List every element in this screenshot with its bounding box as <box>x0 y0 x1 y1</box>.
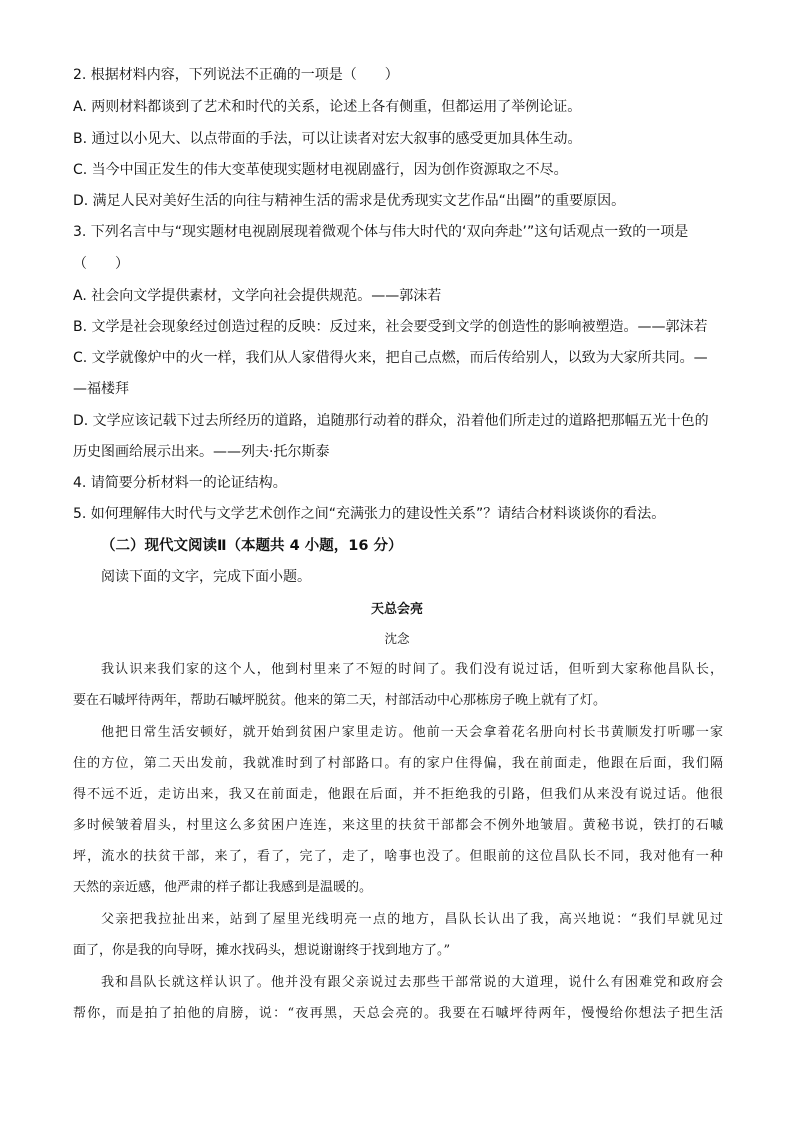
story-line: 多时候皱着眉头，村里这么多贫困户连连，来这里的扶贫干部都会不例外地皱眉。黄秘书说，铁打的石嘁 <box>73 818 723 833</box>
story-title: 天总会亮 <box>370 602 423 617</box>
question-2-option-b: B. 通过以小见大、以点带面的手法，可以让读者对宏大叙事的感受更加具体生动。 <box>73 131 582 147</box>
story-line: 天然的亲近感，他严肃的样子都让我感到是温暖的。 <box>73 880 373 895</box>
question-3-option-d-cont: 历史图画给展示出来。——列夫·托尔斯泰 <box>73 444 330 460</box>
story-line: 我和昌队长就这样认识了。他并没有跟父亲说过去那些干部常说的大道理，说什么有困难党和政府会 <box>101 975 723 990</box>
story-line: 父亲把我拉扯出来，站到了屋里光线明亮一点的地方，昌队长认出了我，高兴地说：“我们早就见过 <box>101 912 723 927</box>
question-3-option-c: C. 文学就像炉中的火一样，我们从人家借得火来，把自己点燃，而后传给别人，以致为大家所共同。— <box>73 350 708 366</box>
story-line: 帮你，而是拍了拍他的肩膀，说：“夜再黑，天总会亮的。我要在石嘁坪待两年，慢慢给你想法子把生活 <box>73 1006 723 1021</box>
question-3-option-c-cont: —福楼拜 <box>73 381 129 397</box>
story-line: 坪，流水的扶贫干部，来了，看了，完了，走了，啥事也没了。但眼前的这位昌队长不同，我对他有一种 <box>73 849 723 864</box>
question-3-option-d: D. 文学应该记载下过去所经历的道路，追随那行动着的群众，沿着他们所走过的道路把那幅五光十色的 <box>73 413 709 429</box>
story-line: 面了，你是我的向导呀，摊水找码头，想说谢谢终于找到地方了。” <box>73 943 451 958</box>
question-3-option-b: B. 文学是社会现象经过创造过程的反映：反过来，社会要受到文学的创造性的影响被塑造。——郭沫若 <box>73 319 708 335</box>
question-5: 5. 如何理解伟大时代与文学艺术创作之间“充满张力的建设性关系”？请结合材料谈谈你的看法。 <box>73 506 666 522</box>
story-line: 我认识来我们家的这个人，他到村里来了不短的时间了。我们没有说过话，但听到大家称他昌队长， <box>101 662 723 677</box>
story-line: 他把日常生活安顿好，就开始到贫困户家里走访。他前一天会拿着花名册向村长书黄顺发打听哪一家 <box>101 725 723 740</box>
story-author: 沈念 <box>384 631 410 646</box>
reading-instruction: 阅读下面的文字，完成下面小题。 <box>101 569 311 585</box>
section-heading: （二）现代文阅读Ⅱ（本题共 4 小题，16 分） <box>101 538 403 554</box>
question-2-option-a: A. 两则材料都谈到了艺术和时代的关系，论述上各有侧重，但都运用了举例论证。 <box>73 99 582 115</box>
question-3-stem-cont: （ ） <box>73 256 129 272</box>
story-line: 要在石嘁坪待两年，帮助石嘁坪脱贫。他来的第二天，村部活动中心那栋房子晚上就有了灯。 <box>73 693 607 708</box>
question-2-stem: 2. 根据材料内容，下列说法不正确的一项是（ ） <box>73 67 399 83</box>
story-line: 住的方位，第二天出发前，我就准时到了村部路口。有的家户住得偏，我在前面走，他跟在后面，我们隔 <box>73 756 723 771</box>
question-3-stem: 3. 下列名言中与“现实题材电视剧展现着微观个体与伟大时代的‘双向奔赴’”这句话观点一致的一项是 <box>73 224 689 240</box>
question-2-option-d: D. 满足人民对美好生活的向往与精神生活的需求是优秀现实文艺作品“出圈”的重要原因。 <box>73 193 626 209</box>
question-3-option-a: A. 社会向文学提供素材，文学向社会提供规范。——郭沫若 <box>73 288 442 304</box>
question-2-option-c: C. 当今中国正发生的伟大变革使现实题材电视剧盛行，因为创作资源取之不尽。 <box>73 162 568 178</box>
question-4: 4. 请简要分析材料一的论证结构。 <box>73 475 287 491</box>
story-line: 得不远不近，走访出来，我又在前面走，他跟在后面，并不拒绝我的引路，但我们从来没有说过话。他很 <box>73 787 723 802</box>
